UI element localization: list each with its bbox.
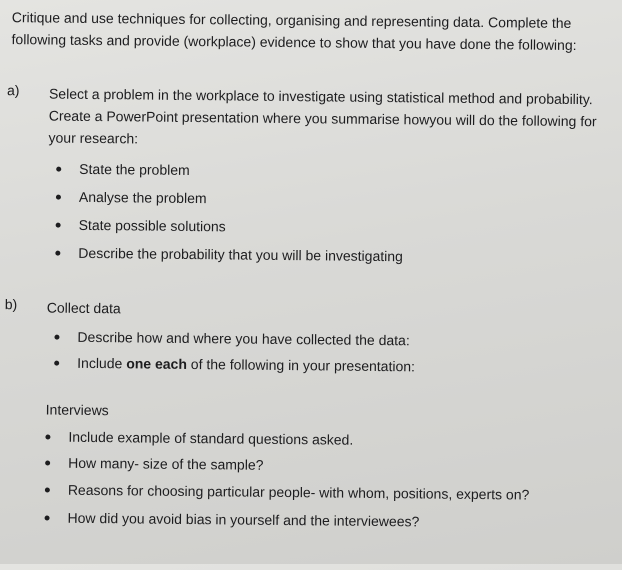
bullet-icon <box>54 360 59 365</box>
section-b-title: Collect data <box>46 299 121 317</box>
bullet2-before: Include <box>77 354 127 372</box>
section-a-line-2: Create a PowerPoint presentation where you summarise howyou will do the following for <box>48 107 597 130</box>
intro-line-2: following tasks and provide (workplace) evidence to show that you have done the following: <box>11 31 577 54</box>
list-item <box>56 161 190 178</box>
intro-paragraph <box>11 6 606 56</box>
bullet-icon <box>55 250 60 255</box>
section-b-label: b) <box>4 296 18 313</box>
bullet-icon <box>45 434 50 439</box>
section-a-line-1: Select a problem in the workplace to investigate using statistical method and probability. <box>48 85 593 108</box>
list-item-text <box>77 355 415 375</box>
section-a-text <box>48 83 614 155</box>
list-item-text: Analyse the problem <box>78 188 207 207</box>
intro-line-1: Critique and use techniques for collecting, organising and representing data. Complete the <box>11 9 572 31</box>
bullet2-bold: one each <box>126 355 188 372</box>
list-item <box>45 481 530 502</box>
list-item-text: State the problem <box>79 160 190 178</box>
section-a-line-3: your research: <box>48 129 139 147</box>
bullet2-after: of the following in your presentation: <box>186 355 416 375</box>
list-item <box>56 217 226 235</box>
list-item-text: Include example of standard questions asked. <box>68 428 354 448</box>
list-item-text: Describe the probability that you will be investigating <box>78 244 403 265</box>
list-item-text: How did you avoid bias in yourself and the interviewees? <box>67 509 420 530</box>
list-item <box>45 429 353 448</box>
list-item <box>44 509 419 529</box>
bullet-icon <box>56 166 61 171</box>
list-item <box>45 454 263 472</box>
list-item-text: State possible solutions <box>78 216 226 235</box>
bullet-icon <box>45 460 50 465</box>
list-item <box>56 189 207 207</box>
list-item-text: Reasons for choosing particular people- with whom, positions, experts on? <box>67 481 530 503</box>
bullet-icon <box>56 194 61 199</box>
list-item <box>54 355 415 375</box>
bullet-icon <box>45 487 50 492</box>
section-a-label: a) <box>6 82 20 99</box>
interviews-heading: Interviews <box>45 401 109 419</box>
bullet-icon <box>54 334 59 339</box>
bullet-icon <box>45 515 50 520</box>
list-item-text: How many- size of the sample? <box>68 454 264 473</box>
list-item <box>54 329 409 349</box>
list-item-text: Describe how and where you have collected the data: <box>77 328 410 349</box>
bullet-icon <box>56 222 61 227</box>
list-item <box>55 245 403 265</box>
